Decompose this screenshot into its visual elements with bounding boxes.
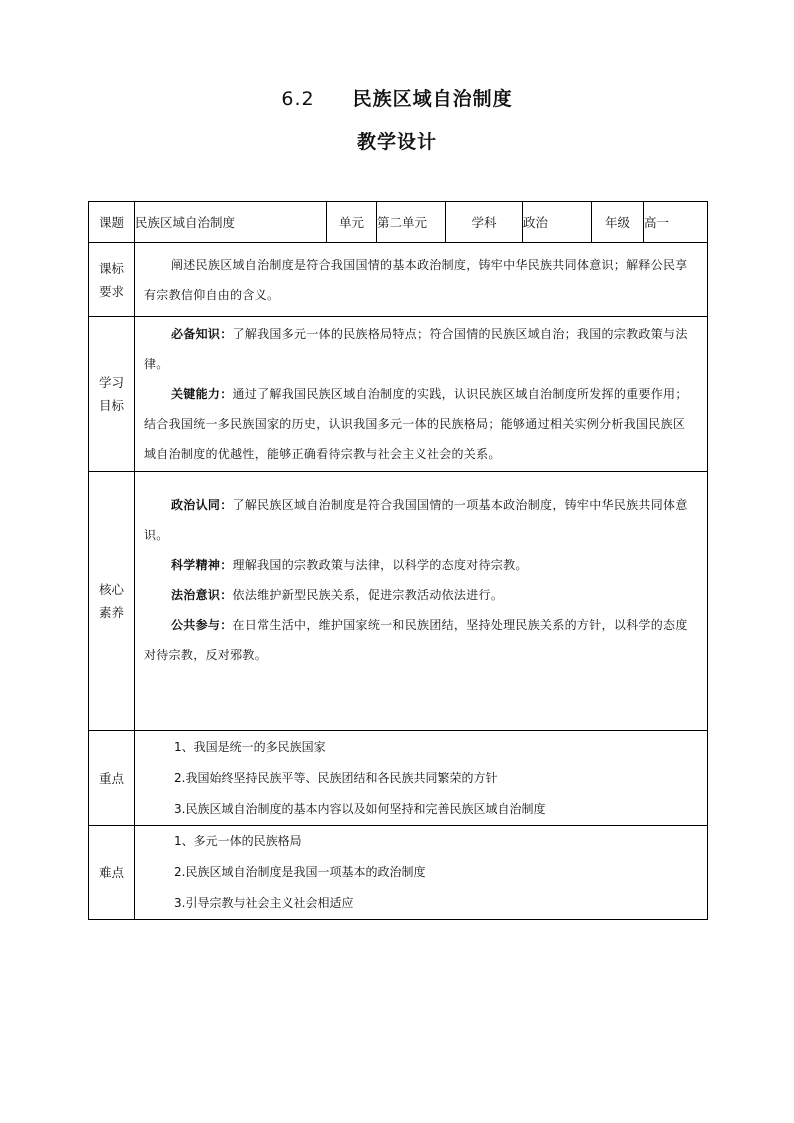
topic-value: 民族区域自治制度 (135, 202, 327, 243)
key-point-item: 3.民族区域自治制度的基本内容以及如何坚持和完善民族区域自治制度 (174, 801, 546, 816)
difficult-points-row (89, 826, 708, 920)
subject-value: 政治 (523, 202, 592, 243)
key-points-label: 重点 (89, 731, 135, 826)
literacy-row (89, 472, 708, 731)
subject-label: 学科 (446, 202, 523, 243)
literacy-label: 核心 素养 (89, 472, 135, 731)
key-points-cell (135, 731, 708, 826)
section-number: 6.2 (281, 88, 315, 110)
info-row (89, 202, 708, 243)
literacy-item: 公共参与：在日常生活中，维护国家统一和民族团结，坚持处理民族关系的方针，以科学的态度对待宗教，反对邪教。 (144, 618, 688, 662)
literacy-item: 法治意识：依法维护新型民族关系，促进宗教活动依法进行。 (171, 588, 504, 602)
objective-item: 必备知识：了解我国多元一体的民族格局特点；符合国情的民族区域自治；我国的宗教政策与法律。 (144, 327, 688, 371)
document-subtitle: 教学设计 (356, 131, 437, 153)
standard-text: 阐述民族区域自治制度是符合我国国情的基本政治制度，铸牢中华民族共同体意识；解释公民享有宗教信仰自由的含义。 (144, 257, 688, 302)
difficult-point-item: 3.引导宗教与社会主义社会相适应 (174, 896, 354, 910)
literacy-cell (135, 472, 708, 731)
standard-cell (135, 243, 708, 317)
objectives-cell (135, 317, 708, 472)
lesson-plan-table (88, 201, 708, 920)
objective-item: 关键能力：通过了解我国民族区域自治制度的实践，认识民族区域自治制度所发挥的重要作用；结合我国统一多民族国家的历史，认识我国多元一体的民族格局；能够通过相关实例分析我国民族区域自治制度的优越性，能够正确看待宗教与社会主义社会的关系。 (144, 387, 688, 461)
standard-row (89, 243, 708, 317)
lesson-title: 民族区域自治制度 (352, 88, 513, 110)
key-point-item: 2.我国始终坚持民族平等、民族团结和各民族共同繁荣的方针 (174, 770, 498, 785)
objectives-label: 学习 目标 (89, 317, 135, 472)
key-points-row (89, 731, 708, 826)
literacy-item: 科学精神：理解我国的宗教政策与法律，以科学的态度对待宗教。 (171, 558, 528, 572)
key-point-item: 1、我国是统一的多民族国家 (174, 739, 326, 754)
standard-label: 课标 要求 (89, 243, 135, 317)
unit-value: 第二单元 (377, 202, 446, 243)
difficult-points-label: 难点 (89, 826, 135, 920)
difficult-point-item: 2.民族区域自治制度是我国一项基本的政治制度 (174, 865, 426, 879)
grade-value: 高一 (644, 202, 708, 243)
grade-label: 年级 (592, 202, 644, 243)
difficult-point-item: 1、多元一体的民族格局 (174, 834, 302, 848)
objectives-row (89, 317, 708, 472)
literacy-item: 政治认同：了解民族区域自治制度是符合我国国情的一项基本政治制度，铸牢中华民族共同体意识。 (144, 498, 688, 542)
unit-label: 单元 (327, 202, 377, 243)
difficult-points-cell (135, 826, 708, 920)
topic-label: 课题 (89, 202, 135, 243)
document-title (0, 84, 794, 111)
